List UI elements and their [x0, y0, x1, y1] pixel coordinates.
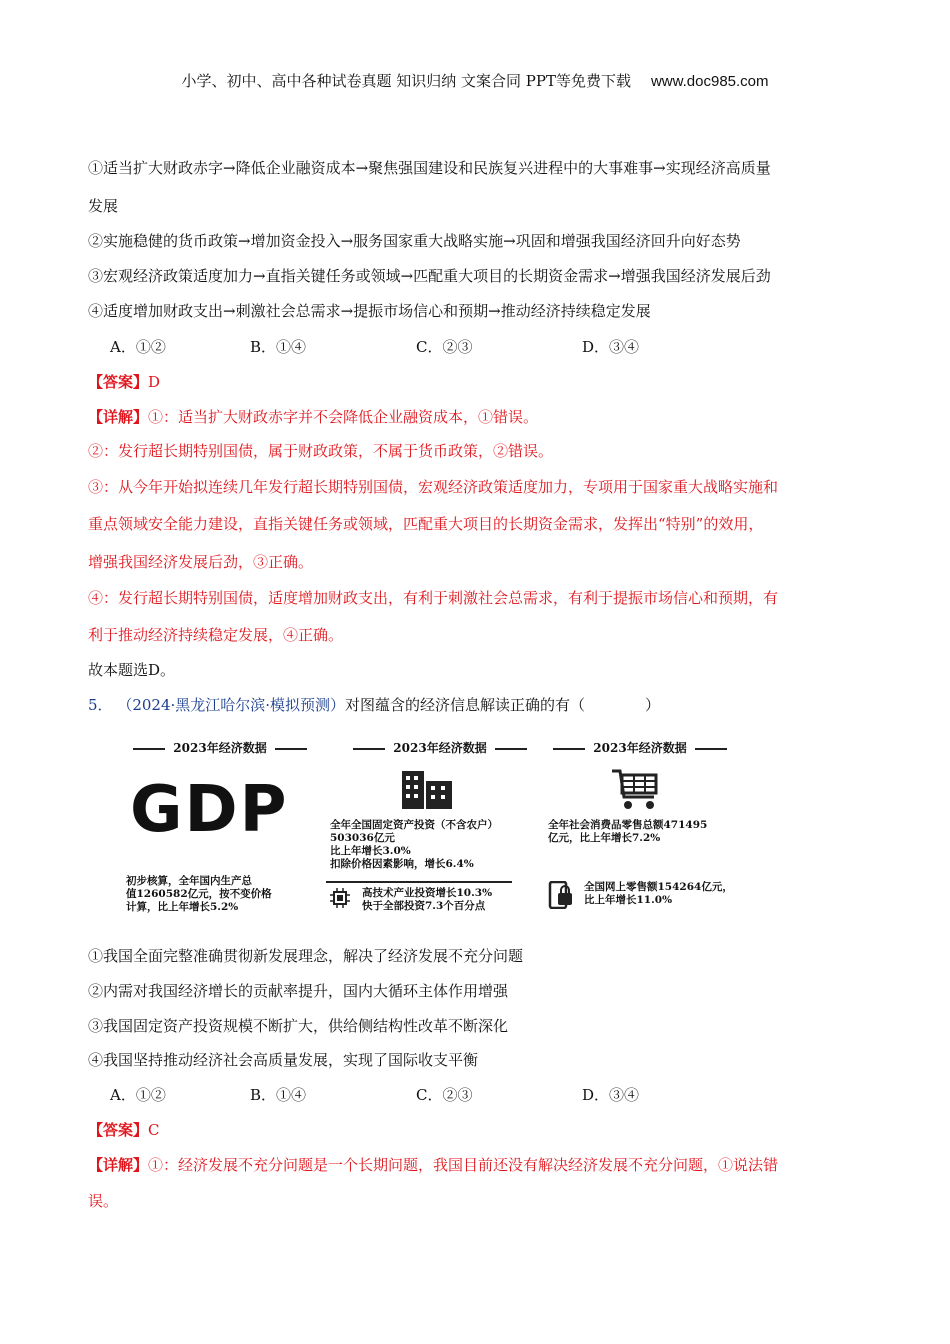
header-text: 小学、初中、高中各种试卷真题 知识归纳 文案合同 PPT等免费下载	[181, 72, 631, 90]
divider	[326, 881, 512, 883]
economic-data-figure	[120, 735, 840, 930]
online-text: 全国网上零售额154264亿元， 比上年增长11.0%	[584, 881, 733, 906]
investment-text: 全年全国固定资产投资（不含农户） 503036亿元 比上年增长3.0% 扣除价格因素影响，增长6.4%	[330, 819, 498, 870]
q5-stem-text: 对图蕴含的经济信息解读正确的有（ ）	[345, 696, 661, 714]
q4-detail-3: ③：从今年开始拟连续几年发行超长期特别国债，宏观经济政策适度加力，专项用于国家重大战略实施和	[88, 478, 779, 496]
q4-detail-6: ④：发行超长期特别国债，适度增加财政支出，有利于刺激社会总需求，有利于提振市场信心和预期，有	[88, 589, 779, 607]
detail-label: 【详解】	[88, 1156, 149, 1174]
answer-label: 【答案】	[88, 1121, 149, 1139]
q4-detail-1	[88, 406, 538, 427]
detail-text: ①：经济发展不充分问题是一个长期问题，我国目前还没有解决经济发展不充分问题，①说法错	[148, 1156, 779, 1174]
q5-item-2: ②内需对我国经济增长的贡献率提升，国内大循环主体作用增强	[88, 982, 509, 1000]
gdp-panel	[120, 735, 320, 930]
q5-detail-2: 误。	[88, 1192, 119, 1210]
q4-option-c[interactable]: C．②③	[416, 338, 473, 356]
q5-option-d[interactable]: D．③④	[582, 1086, 640, 1104]
answer-label: 【答案】	[88, 373, 149, 391]
answer-value: C	[148, 1121, 160, 1139]
q5-option-b[interactable]: B．①④	[250, 1086, 307, 1104]
q4-answer	[88, 371, 160, 392]
q4-option-a[interactable]: A．①②	[110, 338, 166, 356]
q4-item-2: ②实施稳健的货币政策→增加资金投入→服务国家重大战略实施→巩固和增强我国经济回升向好态势	[88, 232, 741, 250]
consumption-panel	[540, 735, 740, 930]
q5-item-1: ①我国全面完整准确贯彻新发展理念，解决了经济发展不充分问题	[88, 947, 524, 965]
q4-detail-5: 增强我国经济发展后劲，③正确。	[88, 553, 314, 571]
q4-option-d[interactable]: D．③④	[582, 338, 640, 356]
header-url[interactable]: www.doc985.com	[650, 73, 769, 90]
q5-stem	[88, 694, 660, 715]
q4-detail-7: 利于推动经济持续稳定发展，④正确。	[88, 626, 344, 644]
q4-option-b[interactable]: B．①④	[250, 338, 307, 356]
detail-text: ①：适当扩大财政赤字并不会降低企业融资成本，①错误。	[148, 408, 539, 426]
q5-option-a[interactable]: A．①②	[110, 1086, 166, 1104]
gdp-text: 初步核算，全年国内生产总 值1260582亿元，按不变价格 计算，比上年增长5.2%	[126, 875, 272, 913]
panel-title: 2023年经济数据	[120, 739, 320, 756]
q5-item-3: ③我国固定资产投资规模不断扩大，供给侧结构性改革不断深化	[88, 1017, 509, 1035]
shopping-cart-icon	[610, 767, 662, 811]
phone-shopping-icon	[548, 881, 574, 909]
investment-panel	[320, 735, 560, 930]
q5-answer	[88, 1119, 160, 1140]
q4-item-4: ④适度增加财政支出→刺激社会总需求→提振市场信心和预期→推动经济持续稳定发展	[88, 302, 651, 320]
chip-icon	[330, 888, 350, 908]
q4-item-1: ①适当扩大财政赤字→降低企业融资成本→聚焦强国建设和民族复兴进程中的大事难事→实现经济高质量	[88, 159, 771, 177]
q5-option-c[interactable]: C．②③	[416, 1086, 473, 1104]
q4-detail-2: ②：发行超长期特别国债，属于财政政策，不属于货币政策，②错误。	[88, 442, 554, 460]
page-header	[0, 70, 950, 91]
q5-number: 5．	[88, 696, 113, 714]
detail-label: 【详解】	[88, 408, 149, 426]
panel-title: 2023年经济数据	[320, 739, 560, 756]
retail-text: 全年社会消费品零售总额471495 亿元，比上年增长7.2%	[548, 819, 708, 844]
q4-detail-4: 重点领域安全能力建设，直指关键任务或领域，匹配重大项目的长期资金需求，发挥出“特别”的效用，	[88, 515, 764, 533]
panel-title: 2023年经济数据	[540, 739, 740, 756]
q4-conclusion: 故本题选D。	[88, 661, 176, 679]
q5-detail-1	[88, 1154, 778, 1175]
building-icon	[400, 767, 456, 811]
q5-source: （2024·黑龙江哈尔滨·模拟预测）	[117, 696, 346, 714]
hitech-text: 高技术产业投资增长10.3% 快于全部投资7.3个百分点	[362, 887, 493, 912]
q4-item-3: ③宏观经济政策适度加力→直指关键任务或领域→匹配重大项目的长期资金需求→增强我国经济发展后劲	[88, 267, 771, 285]
q5-item-4: ④我国坚持推动经济社会高质量发展，实现了国际收支平衡	[88, 1051, 479, 1069]
answer-value: D	[148, 373, 161, 391]
q4-item-1-cont: 发展	[88, 197, 119, 215]
gdp-logo: GDP	[130, 773, 289, 847]
